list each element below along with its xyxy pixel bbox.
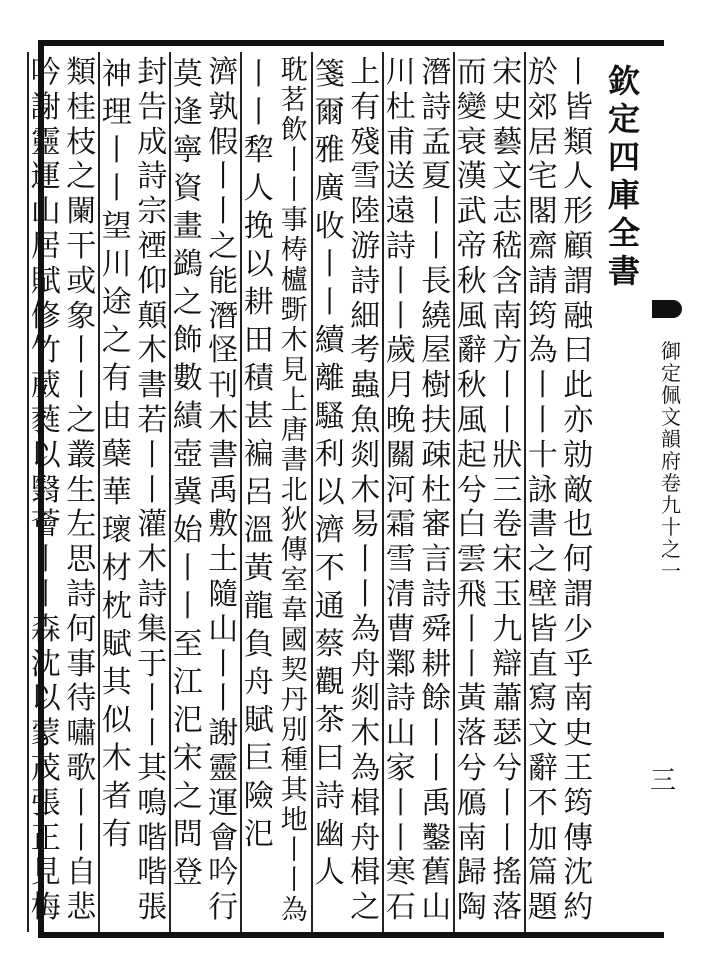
text-column: 神 理 丨 丨 望 川 途 之 有 由 蘖 華 瓌 材 枕 賦 其 似 木 者 有 <box>101 57 132 852</box>
text-column: 於 郊 居 宅 閣 齋 請 筠 為 丨 丨 十 詠 書 之 壁 皆 直 寫 文 辭 不 加 篇 題 <box>527 55 558 926</box>
text-column: 宋 史 藝 文 志 嵇 含 南 方 丨 丨 狀 三 卷 宋 玉 九 辯 蕭 瑟 兮 丨 丨 搖 落 <box>492 55 523 926</box>
text-column: 濟 孰 假 丨 丨 之 能 潛 怪 刊 木 書 禹 敷 土 隨 山 丨 丨 謝 靈 運 會 吟 行 <box>208 55 239 926</box>
side-label: 御 定 佩 文 韻 府 卷 九 十 之 一 <box>661 339 681 583</box>
text-column: 川 杜 甫 送 遠 詩 丨 丨 歲 月 晚 關 河 霜 雪 清 曹 鄴 詩 山 家 丨 丨 寒 石 <box>385 55 416 926</box>
text-column: 上 有 殘 雪 陸 游 詩 細 考 蟲 魚 剡 木 易 丨 丨 為 舟 剡 木 為 楫 舟 楫 之 <box>350 55 381 926</box>
text-column: 莫 逢 寧 資 畫 鷁 之 飾 數 績 壺 冀 始 丨 丨 至 江 汜 宋 之 問 登 <box>172 57 203 890</box>
book-title: 欽 定 四 庫 全 書 <box>607 62 640 290</box>
text-column: 箋 爾 雅 廣 收 丨 丨 續 離 騷 利 以 濟 不 通 蔡 觀 茶 曰 詩 幽 人 <box>314 57 345 890</box>
page-number: 三 <box>650 766 677 796</box>
text-column: 而 變 衰 漢 武 帝 秋 風 辭 秋 風 起 兮 白 雲 飛 丨 丨 黃 落 兮 鴈 南 歸 陶 <box>456 55 487 926</box>
text-column: 丨 丨 犂 人 挽 以 耕 田 積 甚 褊 呂 溫 黃 龍 負 舟 賦 巨 險 汜 <box>243 57 274 852</box>
text-column: 封 告 成 詩 宗 禋 仰 顛 木 書 若 丨 丨 灌 木 詩 集 于 丨 丨 其 鳴 喈 喈 張 <box>137 55 168 926</box>
text-column: 類 桂 枝 之 闌 干 或 象 丨 丨 之 叢 生 左 思 詩 何 事 待 嘯 歌 丨 丨 自 悲 <box>66 55 97 926</box>
text-column: 吟 謝 靈 運 山 居 賦 修 竹 葳 蕤 以 翳 薈 丨 丨 森 沈 以 蒙 茂 張 正 見 梅 <box>30 55 61 926</box>
text-column: 潛 詩 孟 夏 丨 丨 長 繞 屋 樹 扶 疎 杜 審 言 詩 舜 耕 餘 丨 丨 禹 鑿 舊 山 <box>421 55 452 926</box>
column-rule <box>27 52 29 932</box>
fishtail-mark <box>652 300 682 318</box>
text-column: 丨 皆 類 人 形 顧 謂 融 曰 此 亦 勍 敵 也 何 謂 少 乎 南 史 王 筠 傳 沈 約 <box>563 55 594 926</box>
text-column: 耽 茗 飲 丨 丨 事 梼 櫨 斲 木 見 上 唐 書 北 狄 傳 室 韋 國 契 丹 別 種 其 地 丨 丨 為 <box>280 55 308 926</box>
